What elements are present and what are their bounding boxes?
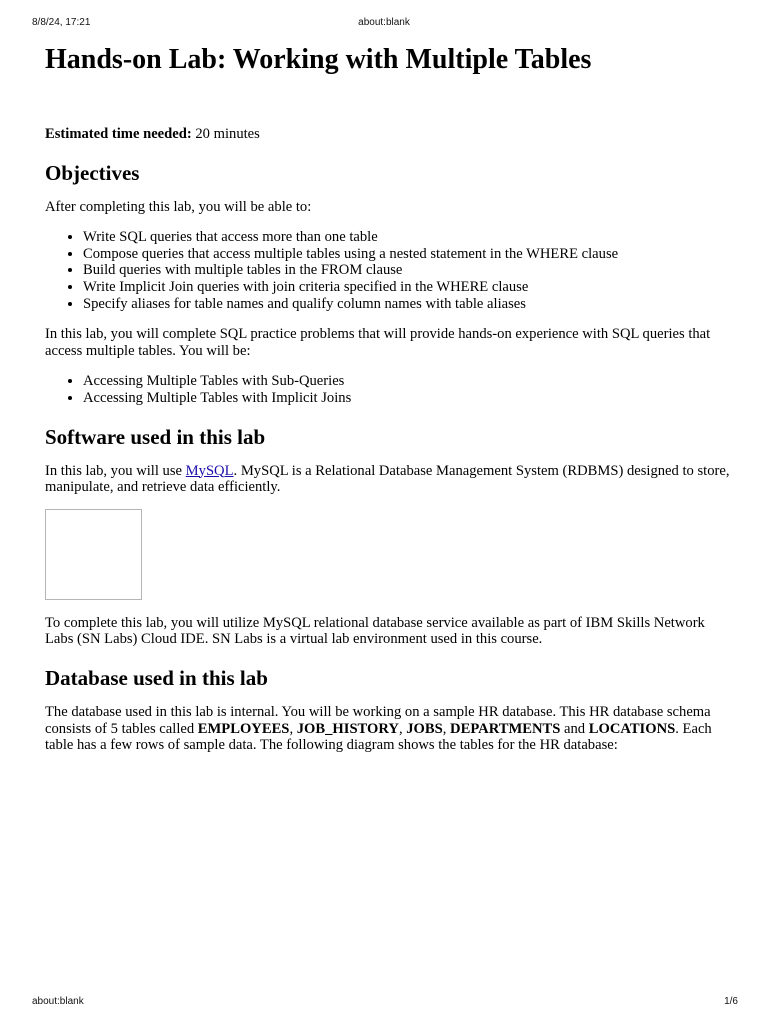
database-text-start: The database used in this lab is internal. You will be working on a sample HR database. This HR database schema consists of 5 tables called (45, 703, 711, 737)
estimated-time (45, 126, 735, 143)
list-item: • Specify aliases for table names and qualify column names with table aliases (83, 296, 735, 313)
list-item: • Compose queries that access multiple tables using a nested statement in the WHERE clause (83, 246, 735, 263)
print-footer-url: about:blank (32, 996, 84, 1007)
software-text-start: In this lab, you will use (45, 462, 186, 479)
estimated-time-label: Estimated time needed: (45, 126, 192, 142)
objectives-list (45, 229, 735, 312)
objectives-heading: Objectives (45, 160, 140, 185)
database-text-end: . Each table has a few rows of sample data. The following diagram shows the tables for the HR database: (45, 720, 712, 754)
separator: , (442, 720, 451, 737)
estimated-time-value: 20 minutes (191, 126, 260, 142)
separator: , (398, 720, 407, 737)
objectives-intro: After completing this lab, you will be able to: (45, 198, 312, 215)
software-heading: Software used in this lab (45, 424, 266, 449)
print-footer (32, 996, 738, 1010)
print-header-url: about:blank (358, 17, 410, 28)
document-content (45, 40, 735, 754)
database-heading: Database used in this lab (45, 665, 268, 690)
table-name-departments: DEPARTMENTS (450, 720, 561, 737)
software-text-end: . MySQL is a Relational Database Management System (RDBMS) designed to store, manipulate, and retrieve data efficiently. (45, 462, 730, 496)
table-name-jobs: JOBS (406, 720, 443, 737)
table-name-job-history: JOB_HISTORY (296, 720, 399, 737)
mysql-link[interactable]: MySQL (185, 462, 234, 479)
list-item: • Accessing Multiple Tables with Implicit Joins (83, 390, 735, 407)
lab-description: In this lab, you will complete SQL practice problems that will provide hands-on experience with SQL queries that access multiple tables. You will be: (45, 326, 711, 359)
page-number: 1/6 (724, 996, 738, 1007)
sn-labs-description: To complete this lab, you will utilize MySQL relational database service available as part of IBM Skills Network Labs (SN Labs) Cloud IDE. SN Labs is a virtual lab environment used in this course. (45, 614, 705, 648)
print-datetime: 8/8/24, 17:21 (32, 17, 91, 28)
software-description (45, 463, 735, 496)
table-name-employees: EMPLOYEES (197, 720, 290, 737)
print-header (32, 17, 736, 31)
lab-tasks-list (45, 373, 735, 406)
separator: , (289, 720, 297, 737)
table-name-locations: LOCATIONS (588, 720, 676, 737)
database-description (45, 704, 735, 754)
list-item: • Write SQL queries that access more than one table (83, 229, 735, 246)
image-placeholder (45, 509, 142, 600)
separator: and (560, 720, 589, 737)
list-item: • Accessing Multiple Tables with Sub-Queries (83, 373, 735, 390)
page-title: Hands-on Lab: Working with Multiple Tables (45, 44, 592, 75)
list-item: • Write Implicit Join queries with join criteria specified in the WHERE clause (83, 279, 735, 296)
list-item: • Build queries with multiple tables in the FROM clause (83, 262, 735, 279)
